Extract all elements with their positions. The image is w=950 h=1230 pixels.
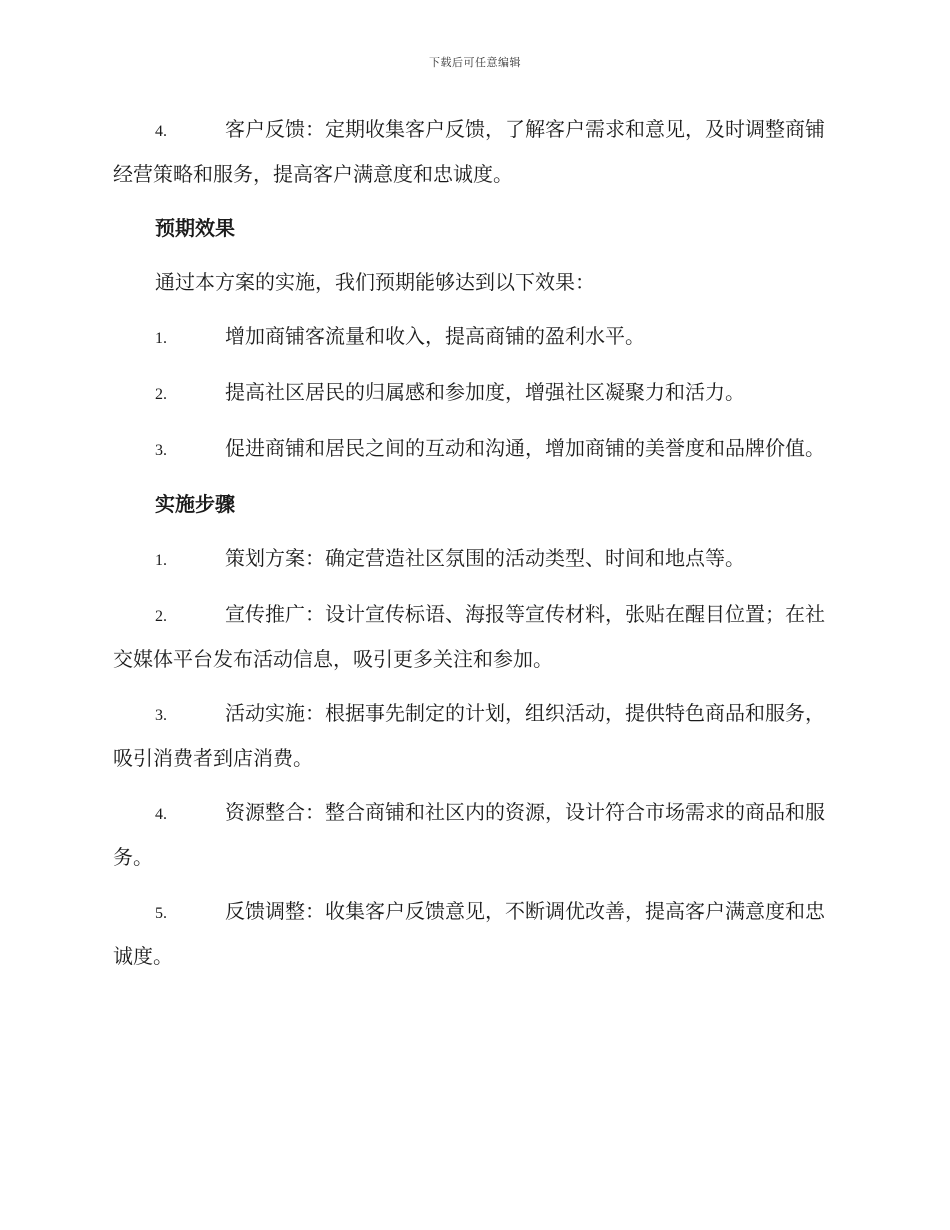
list-item: [113, 315, 833, 360]
intro-paragraph: 通过本方案的实施，我们预期能够达到以下效果：: [155, 270, 595, 294]
list-item: [113, 427, 833, 472]
list-item-text: 促进商铺和居民之间的互动和沟通，增加商铺的美誉度和品牌价值。: [225, 436, 825, 460]
list-item: [113, 692, 833, 780]
list-item: [113, 890, 833, 978]
list-item-number: 5.: [155, 905, 167, 922]
list-item-text: 增加商铺客流量和收入，提高商铺的盈利水平。: [225, 324, 645, 348]
page-header: 下载后可任意编辑: [429, 56, 521, 69]
section-heading-expected-effects: 预期效果: [155, 216, 235, 240]
list-item-number: 4.: [155, 806, 167, 823]
list-item-text: 宣传推广：设计宣传标语、海报等宣传材料，张贴在醒目位置；在社交媒体平台发布活动信息，吸引更多关注和参加。: [113, 602, 825, 671]
list-item-number: 1.: [155, 330, 167, 347]
list-item-text: 提高社区居民的归属感和参加度，增强社区凝聚力和活力。: [225, 380, 745, 404]
list-item-number: 4.: [155, 123, 167, 140]
list-item: [113, 593, 833, 681]
list-item: [113, 371, 833, 416]
list-item-number: 2.: [155, 386, 167, 403]
list-item-text: 反馈调整：收集客户反馈意见，不断调优改善，提高客户满意度和忠诚度。: [113, 899, 825, 968]
list-item-text: 客户反馈：定期收集客户反馈，了解客户需求和意见，及时调整商铺经营策略和服务，提高客户满意度和忠诚度。: [113, 117, 825, 186]
list-item-number: 3.: [155, 707, 167, 724]
list-item-text: 资源整合：整合商铺和社区内的资源，设计符合市场需求的商品和服务。: [113, 800, 825, 869]
list-item-text: 策划方案：确定营造社区氛围的活动类型、时间和地点等。: [225, 546, 745, 570]
list-item-number: 3.: [155, 442, 167, 459]
section-heading-implementation: 实施步骤: [155, 492, 235, 516]
list-item: [113, 791, 833, 879]
list-item: [113, 537, 833, 582]
list-item-number: 2.: [155, 608, 167, 625]
document-body: [113, 108, 833, 989]
list-item: [113, 108, 833, 196]
list-item-number: 1.: [155, 552, 167, 569]
list-item-text: 活动实施：根据事先制定的计划，组织活动，提供特色商品和服务，吸引消费者到店消费。: [113, 701, 825, 770]
